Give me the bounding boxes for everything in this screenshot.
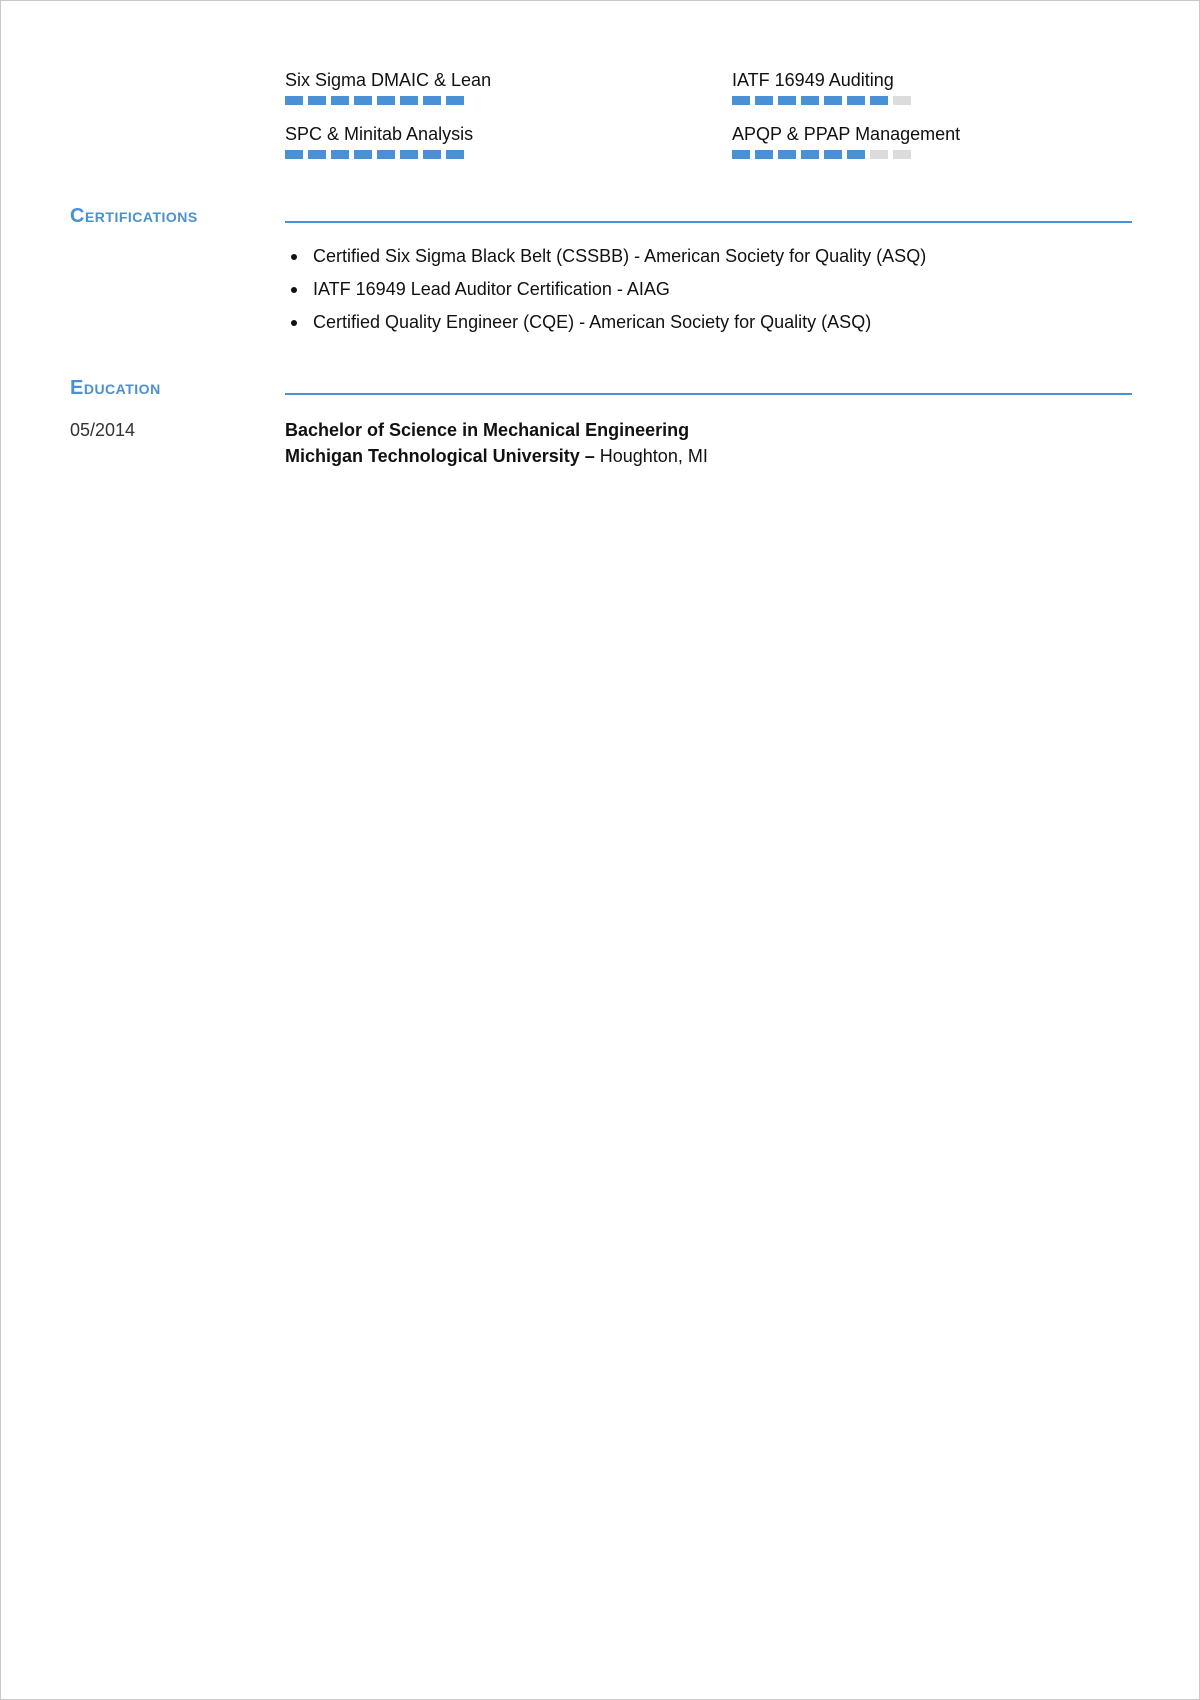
skill-level-bar — [285, 150, 732, 159]
certifications-heading: Certifications — [70, 205, 198, 227]
skill-level-bar — [732, 96, 1135, 105]
skill-segment-filled — [870, 96, 888, 105]
skill-segment-filled — [377, 150, 395, 159]
skill-item — [285, 123, 732, 159]
skill-segment-filled — [446, 150, 464, 159]
skill-item — [285, 69, 732, 105]
skill-name: APQP & PPAP Management — [732, 124, 961, 144]
skill-segment-filled — [732, 96, 750, 105]
skill-name: IATF 16949 Auditing — [732, 70, 894, 90]
education-date: 05/2014 — [70, 420, 136, 440]
education-location: Houghton, MI — [599, 446, 708, 466]
skill-name: Six Sigma DMAIC & Lean — [285, 70, 492, 90]
certification-text: Certified Quality Engineer (CQE) - American Society for Quality (ASQ) — [313, 312, 872, 332]
certification-text: IATF 16949 Lead Auditor Certification - AIAG — [313, 279, 670, 299]
certification-text: Certified Six Sigma Black Belt (CSSBB) - American Society for Quality (ASQ) — [313, 246, 927, 266]
skill-segment-filled — [423, 96, 441, 105]
list-item — [285, 278, 1135, 300]
skill-segment-filled — [308, 150, 326, 159]
skill-segment-filled — [446, 96, 464, 105]
skill-segment-filled — [801, 150, 819, 159]
list-item — [285, 245, 1135, 267]
skill-level-bar — [732, 150, 1135, 159]
bullet-icon — [291, 254, 297, 260]
skill-segment-empty — [870, 150, 888, 159]
skill-segment-filled — [354, 150, 372, 159]
skill-item — [732, 123, 1135, 159]
skill-segment-filled — [308, 96, 326, 105]
education-heading: Education — [70, 377, 161, 399]
skill-segment-filled — [400, 150, 418, 159]
skill-segment-filled — [732, 150, 750, 159]
skill-segment-filled — [755, 150, 773, 159]
skill-segment-filled — [331, 150, 349, 159]
bullet-icon — [291, 320, 297, 326]
skill-segment-filled — [423, 150, 441, 159]
skill-segment-filled — [354, 96, 372, 105]
skill-segment-empty — [893, 96, 911, 105]
skill-segment-filled — [847, 150, 865, 159]
skill-segment-filled — [801, 96, 819, 105]
education-school-line — [285, 445, 708, 467]
skill-name: SPC & Minitab Analysis — [285, 124, 474, 144]
list-item — [285, 311, 1135, 333]
skill-segment-filled — [331, 96, 349, 105]
skill-segment-filled — [778, 150, 796, 159]
skill-segment-filled — [377, 96, 395, 105]
bullet-icon — [291, 287, 297, 293]
skill-level-bar — [285, 96, 732, 105]
certifications-list — [285, 245, 1135, 344]
skills-grid — [285, 69, 1135, 159]
skill-segment-filled — [778, 96, 796, 105]
certifications-divider — [285, 221, 1132, 223]
education-divider — [285, 393, 1132, 395]
skill-segment-filled — [824, 150, 842, 159]
skill-segment-filled — [400, 96, 418, 105]
skill-segment-filled — [824, 96, 842, 105]
skill-item — [732, 69, 1135, 105]
skill-segment-filled — [755, 96, 773, 105]
skill-segment-filled — [285, 150, 303, 159]
skill-segment-filled — [847, 96, 865, 105]
education-school: Michigan Technological University – — [285, 446, 595, 466]
skill-segment-filled — [285, 96, 303, 105]
skill-segment-empty — [893, 150, 911, 159]
education-degree: Bachelor of Science in Mechanical Engineering — [285, 420, 690, 440]
